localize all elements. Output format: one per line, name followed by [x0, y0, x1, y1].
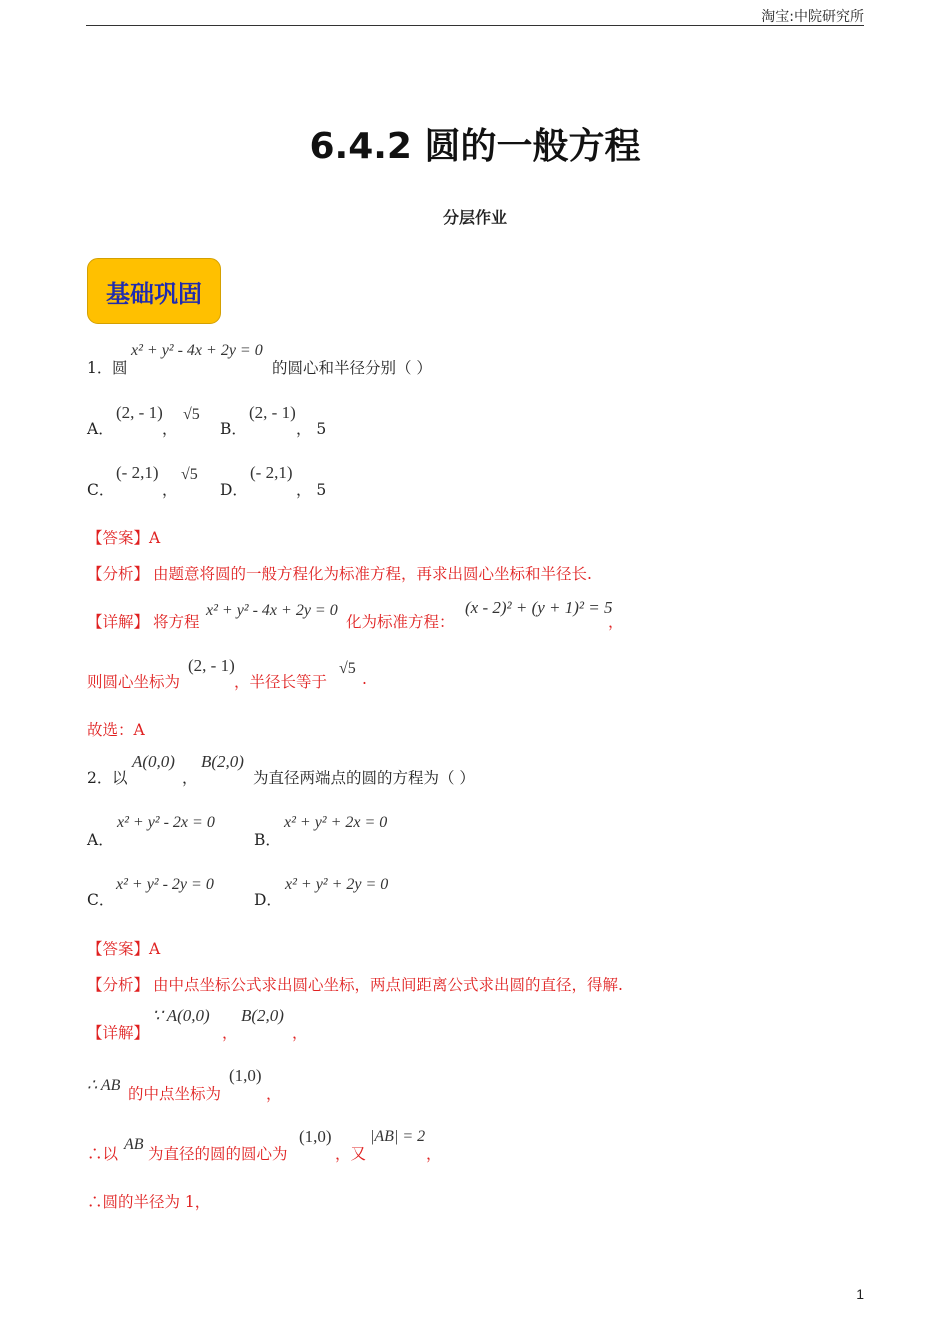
- q1-option-b-center: (2, - 1): [249, 403, 296, 422]
- q2-option-b-label: B．: [254, 831, 281, 849]
- q1-analysis-tag: 【分析】: [87, 565, 150, 583]
- q1-radius-text: ，半径长等于: [234, 673, 328, 691]
- q1-option-a-radius: √5: [183, 406, 200, 423]
- q1-option-a-sep: ，: [162, 420, 178, 438]
- q2-answer: 【答案】A: [87, 940, 161, 958]
- q1-option-c-radius: √5: [181, 466, 198, 483]
- q1-option-d-label: D．: [220, 481, 248, 499]
- header-rule: [86, 25, 864, 26]
- q1-option-b-label: B．: [220, 420, 247, 438]
- q2-ab-length: |AB| = 2: [370, 1128, 426, 1145]
- q1-line-end: .: [362, 670, 367, 688]
- page-title: 6.4.2 圆的一般方程: [309, 126, 641, 167]
- q2-option-a-label: A．: [87, 831, 114, 849]
- q2-analysis-tag: 【分析】: [87, 976, 150, 994]
- q1-option-b-rest: ， 5: [296, 420, 327, 438]
- q2-center-text: 为直径的圆的圆心为: [148, 1145, 288, 1163]
- q2-post: 为直径两端点的圆的方程为（ ）: [253, 769, 475, 787]
- q1-option-c-sep: ，: [162, 481, 178, 499]
- q1-detail-end: ，: [608, 613, 624, 631]
- page-number: 1: [856, 1286, 864, 1302]
- q2-option-a-equation: x² + y² - 2x = 0: [117, 814, 215, 831]
- q2-option-d-equation: x² + y² + 2y = 0: [285, 876, 389, 893]
- q1-analysis: 由题意将圆的一般方程化为标准方程，再求出圆心坐标和半径长.: [153, 565, 592, 583]
- page-subtitle: 分层作业: [442, 208, 507, 227]
- q1-detail-mid: 化为标准方程：: [346, 613, 455, 631]
- q1-answer: 【答案】A: [87, 529, 161, 547]
- q1-pre: 圆: [112, 359, 128, 377]
- q1-radius-value: √5: [339, 660, 356, 677]
- q2-midpoint-end: ，: [266, 1085, 282, 1103]
- q2-pre: 以: [112, 769, 128, 787]
- section-badge: 基础巩固: [87, 258, 221, 324]
- q2-midpoint-value: (1,0): [229, 1066, 262, 1085]
- q2-midpoint-text: 的中点坐标为: [128, 1085, 222, 1103]
- q1-choice: 故选：A: [87, 721, 145, 739]
- q2-detail-point-b: B(2,0): [241, 1006, 284, 1025]
- q1-center-pre: 则圆心坐标为: [87, 673, 181, 691]
- q1-option-d-rest: ， 5: [296, 481, 327, 499]
- q1-option-a-label: A．: [87, 420, 114, 438]
- q2-point-a: A(0,0): [132, 752, 175, 771]
- q1-detail-tag: 【详解】: [87, 613, 150, 631]
- q2-option-c-equation: x² + y² - 2y = 0: [116, 876, 214, 893]
- q1-equation: x² + y² - 4x + 2y = 0: [131, 342, 263, 359]
- q2-sep: ，: [182, 769, 198, 787]
- q1-option-c-center: (- 2,1): [116, 463, 159, 482]
- q1-center-value: (2, - 1): [188, 656, 235, 675]
- q2-option-d-label: D．: [254, 891, 282, 909]
- q1-post: 的圆心和半径分别（ ）: [272, 359, 432, 377]
- q1-option-a-center: (2, - 1): [116, 403, 163, 422]
- q1-option-d-center: (- 2,1): [250, 463, 293, 482]
- q1-detail-standard-equation: (x - 2)² + (y + 1)² = 5: [465, 598, 613, 617]
- q2-option-c-label: C．: [87, 891, 115, 909]
- q2-point-b: B(2,0): [201, 752, 244, 771]
- q2-center-ab: AB: [124, 1136, 144, 1153]
- q1-detail-pre: 将方程: [153, 613, 200, 631]
- q2-midpoint-ab: ∴ AB: [87, 1077, 121, 1094]
- q1-detail-equation: x² + y² - 4x + 2y = 0: [206, 602, 338, 619]
- q2-center-end: ，: [426, 1145, 442, 1163]
- q1-number: 1．: [87, 359, 113, 377]
- q2-option-b-equation: x² + y² + 2x = 0: [284, 814, 388, 831]
- q2-radius-line: ∴圆的半径为 1，: [87, 1193, 211, 1211]
- q2-number: 2．: [87, 769, 113, 787]
- q2-detail-tag: 【详解】: [87, 1024, 150, 1042]
- q2-detail-point-a: ∵ A(0,0): [152, 1006, 210, 1025]
- q2-detail-end: ，: [292, 1024, 308, 1042]
- q2-center-pre: ∴以: [87, 1145, 119, 1163]
- q2-detail-sep: ，: [222, 1024, 238, 1042]
- q2-center-value: (1,0): [299, 1127, 332, 1146]
- header-source: 淘宝:中院研究所: [761, 9, 864, 25]
- q2-center-mid: ，又: [335, 1145, 367, 1163]
- q2-analysis: 由中点坐标公式求出圆心坐标，两点间距离公式求出圆的直径，得解.: [153, 976, 623, 994]
- q1-option-c-label: C．: [87, 481, 115, 499]
